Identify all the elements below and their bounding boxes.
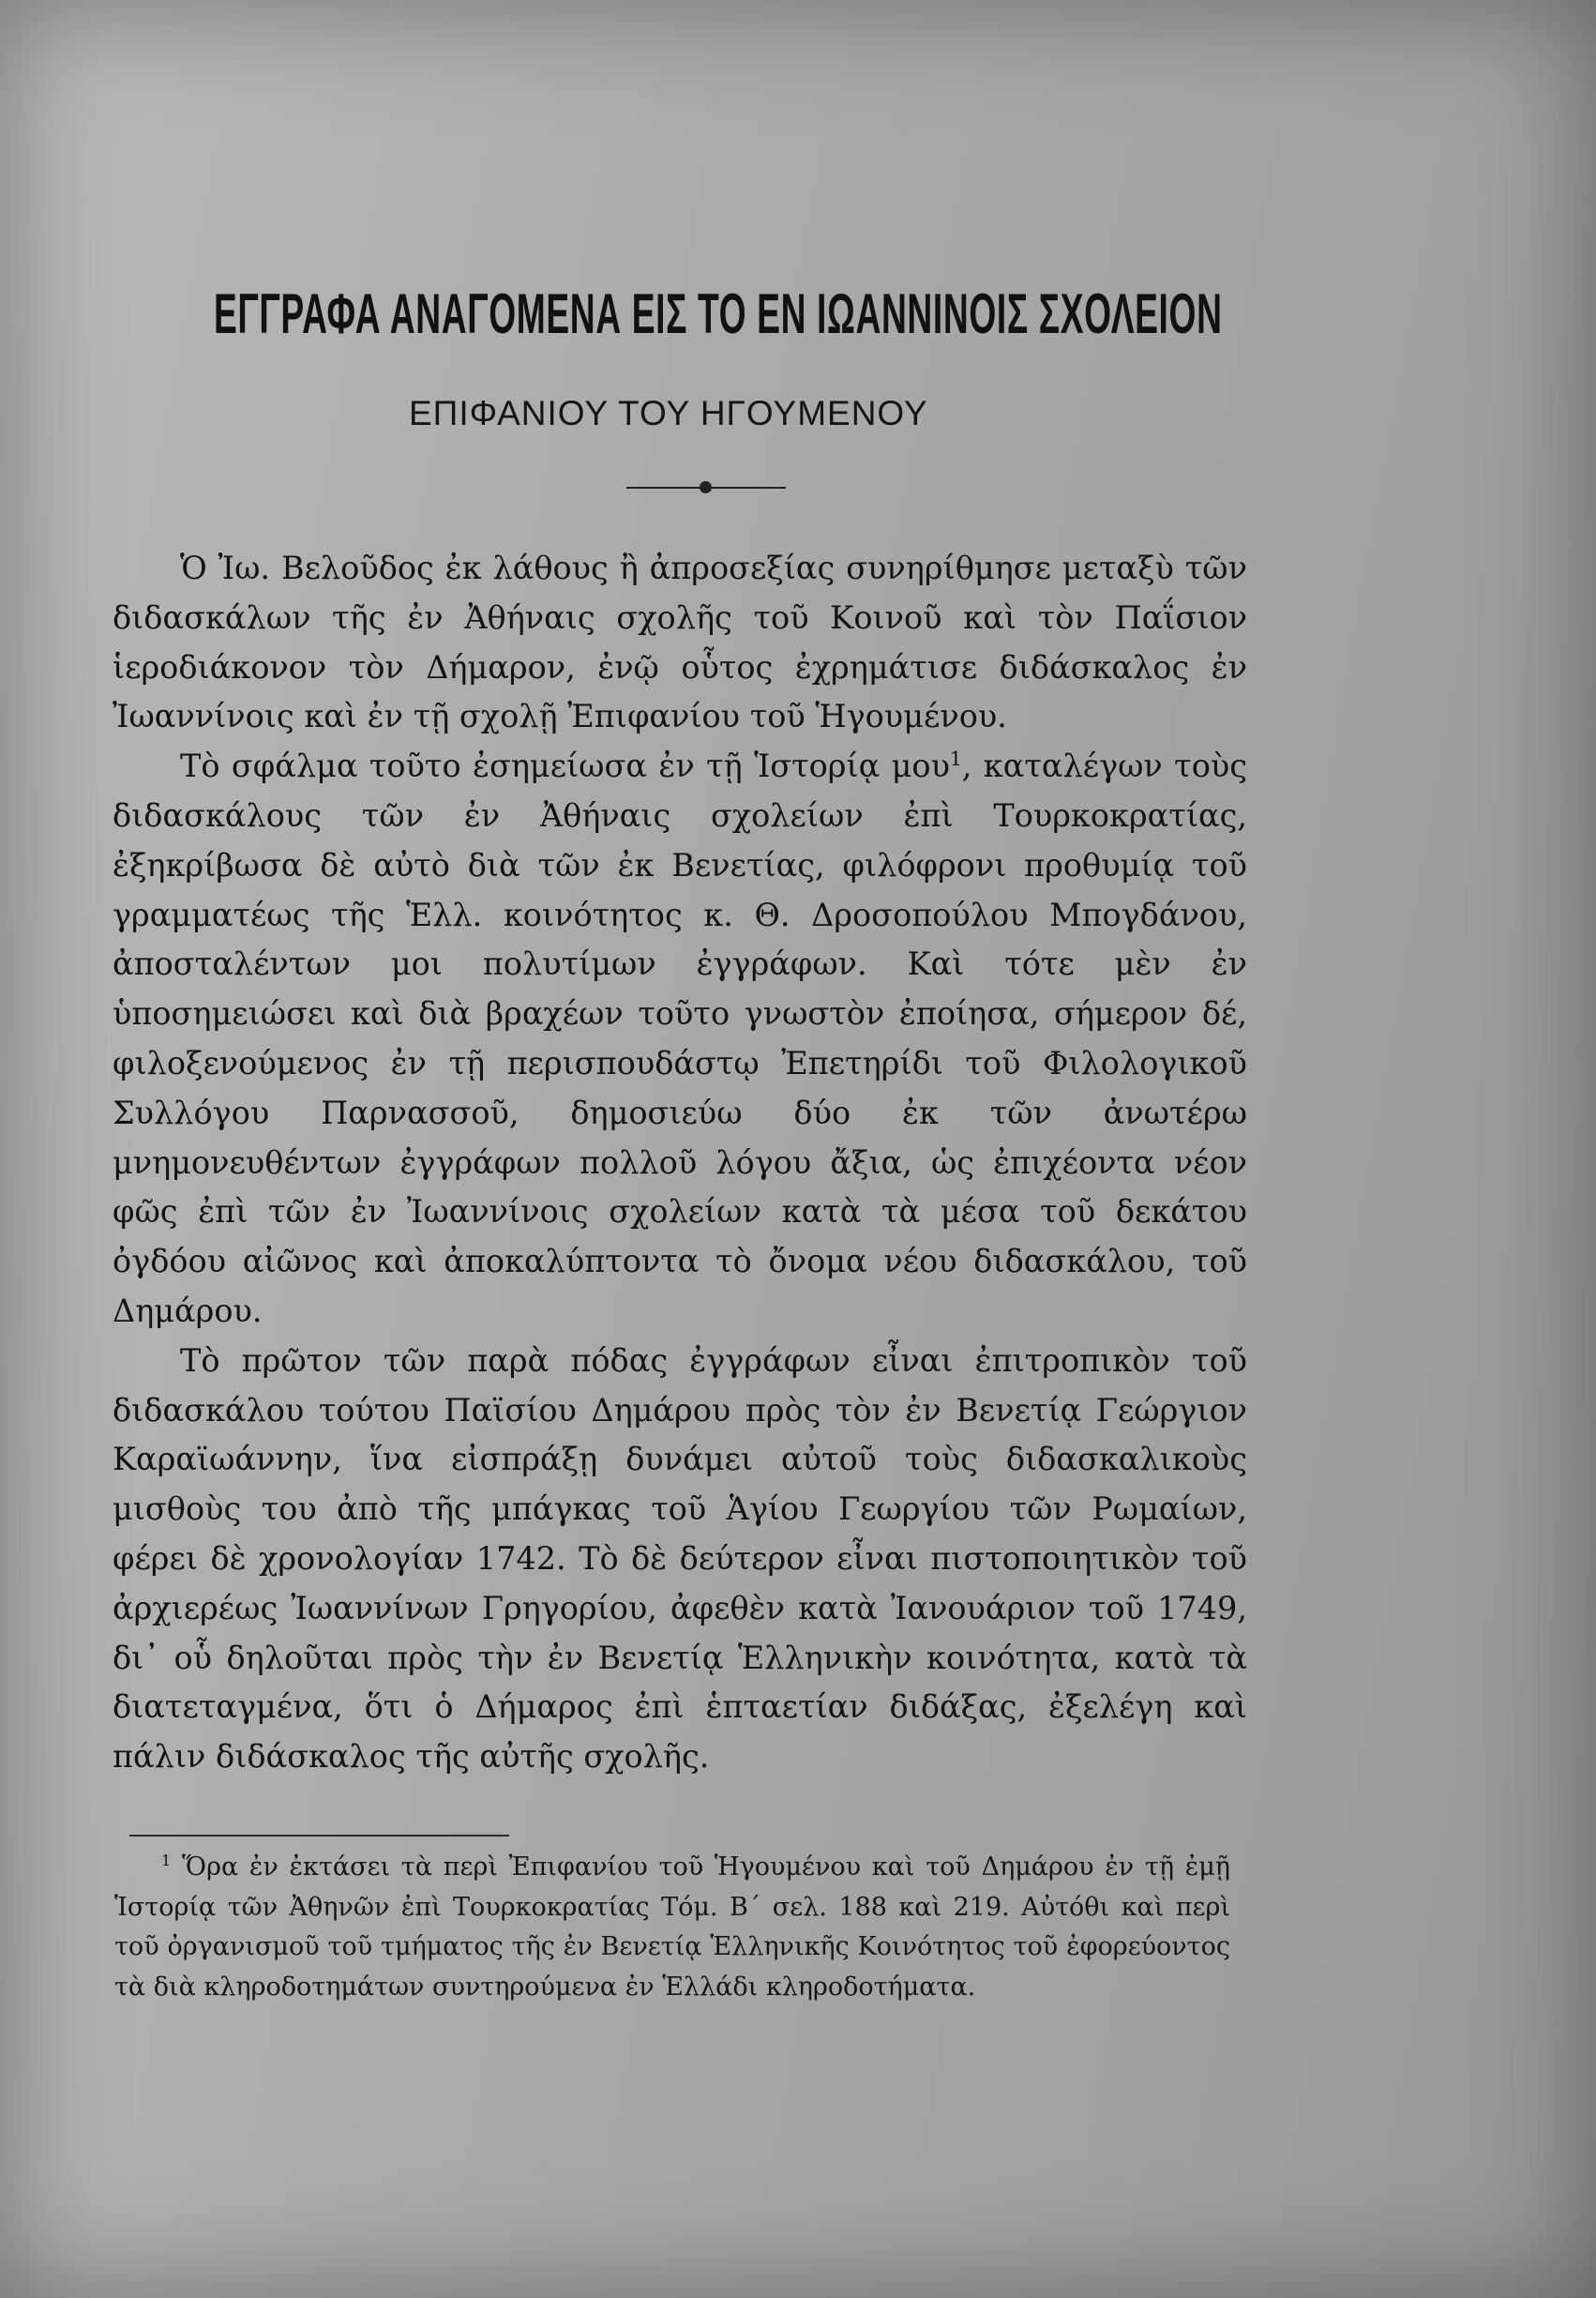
footnote-reference: 1 — [949, 748, 962, 771]
page-subtitle: ΕΠΙΦΑΝΙΟΥ ΤΟΥ ΗΓΟΥΜΕΝΟΥ — [409, 394, 928, 432]
footnote-number: 1 — [161, 1852, 172, 1869]
paragraph — [113, 742, 1247, 1337]
ornament-divider — [626, 478, 786, 497]
body-text — [113, 544, 1247, 1782]
paragraph-text: Τὸ σφάλμα τοῦτο ἐσημείωσα ἐν τῇ Ἱστορίᾳ μου — [180, 748, 950, 785]
paragraph-text: , καταλέγων τοὺς διδασκάλους τῶν ἐν Ἀθήναις σχολείων ἐπὶ Τουρκοκρατίας, ἐξηκρίβωσα δὲ αὐτὸ διὰ τῶν ἐκ Βενετίας, φιλόφρονι προθυμίᾳ τοῦ γραμματέως τῆς Ἑλλ. κοινότητος κ. Θ. Δροσοπούλου Μπογδάνου, ἀποσταλέντων μοι πολυτίμων ἐγγράφων. Καὶ τότε μὲν ἐν ὑποσημειώσει καὶ διὰ βραχέων τοῦτο γνωστὸν ἐποίησα, σήμερον δέ, φιλοξενούμενος ἐν τῇ περισπουδάστῳ Ἐπετηρίδι τοῦ Φιλολογικοῦ Συλλόγου Παρνασσοῦ, δημοσιεύω δύο ἐκ τῶν ἀνωτέρω μνημονευθέντων ἐγγράφων πολλοῦ λόγου ἄξια, ὡς ἐπιχέοντα νέον φῶς ἐπὶ τῶν ἐν Ἰωαννίνοις σχολείων κατὰ τὰ μέσα τοῦ δεκάτου ὀγδόου αἰῶνος καὶ ἀποκαλύπτοντα τὸ ὄνομα νέου διδασκάλου, τοῦ Δημάρου. — [113, 748, 1247, 1329]
paragraph: Τὸ πρῶτον τῶν παρὰ πόδας ἐγγράφων εἶναι ἐπιτροπικὸν τοῦ διδασκάλου τούτου Παϊσίου Δημάρου πρὸς τὸν ἐν Βενετίᾳ Γεώργιον Καραϊωάννην, ἵνα εἰσπράξῃ δυνάμει αὐτοῦ τοὺς διδασκαλικοὺς μισθοὺς του ἀπὸ τῆς μπάγκας τοῦ Ἁγίου Γεωργίου τῶν Ρωμαίων, φέρει δὲ χρονολογίαν 1742. Τὸ δὲ δεύτερον εἶναι πιστοποιητικὸν τοῦ ἀρχιερέως Ἰωαννίνων Γρηγορίου, ἀφεθὲν κατὰ Ἰανουάριον τοῦ 1749, δι᾽ οὗ δηλοῦται πρὸς τὴν ἐν Βενετίᾳ Ἑλληνικὴν κοινότητα, κατὰ τὰ διατεταγμένα, ὅτι ὁ Δήμαρος ἐπὶ ἑπταετίαν διδάξας, ἐξελέγη καὶ πάλιν διδάσκαλος τῆς αὐτῆς σχολῆς. — [113, 1341, 1247, 1776]
footnote-text: Ὅρα ἐν ἐκτάσει τὰ περὶ Ἐπιφανίου τοῦ Ἡγουμένου καὶ τοῦ Δημάρου ἐν τῇ ἐμῇ Ἱστορίᾳ τῶν Ἀθηνῶν ἐπὶ Τουρκοκρατίας Τόμ. Β΄ σελ. 188 καὶ 219. Αὐτόθι καὶ περὶ τοῦ ὀργανισμοῦ τοῦ τμήματος τῆς ἐν Βενετίᾳ Ἑλληνικῆς Κοινότητος τοῦ ἐφορεύοντος τὰ διὰ κληροδοτημάτων συντηρούμενα ἐν Ἑλλάδι κληροδοτήματα. — [114, 1852, 1230, 2002]
footnote-paragraph — [114, 1848, 1230, 2007]
footnote-rule — [129, 1835, 509, 1837]
paragraph: Ὁ Ἰω. Βελοῦδος ἐκ λάθους ἢ ἀπροσεξίας συνηρίθμησε μεταξὺ τῶν διδασκάλων τῆς ἐν Ἀθήναις σχολῆς τοῦ Κοινοῦ καὶ τὸν Παΐσιον ἱεροδιάκονον τὸν Δήμαρον, ἐνῷ οὗτος ἐχρημάτισε διδάσκαλος ἐν Ἰωαννίνοις καὶ ἐν τῇ σχολῇ Ἐπιφανίου τοῦ Ἡγουμένου. — [113, 550, 1247, 735]
footnote — [114, 1848, 1230, 2007]
page-title: ΕΓΓΡΑΦΑ ΑΝΑΓΟΜΕΝΑ ΕΙΣ ΤΟ ΕΝ ΙΩΑΝΝΙΝΟΙΣ ΣΧΟΛΕΙΟΝ — [214, 282, 1223, 345]
divider-dot — [700, 481, 712, 493]
